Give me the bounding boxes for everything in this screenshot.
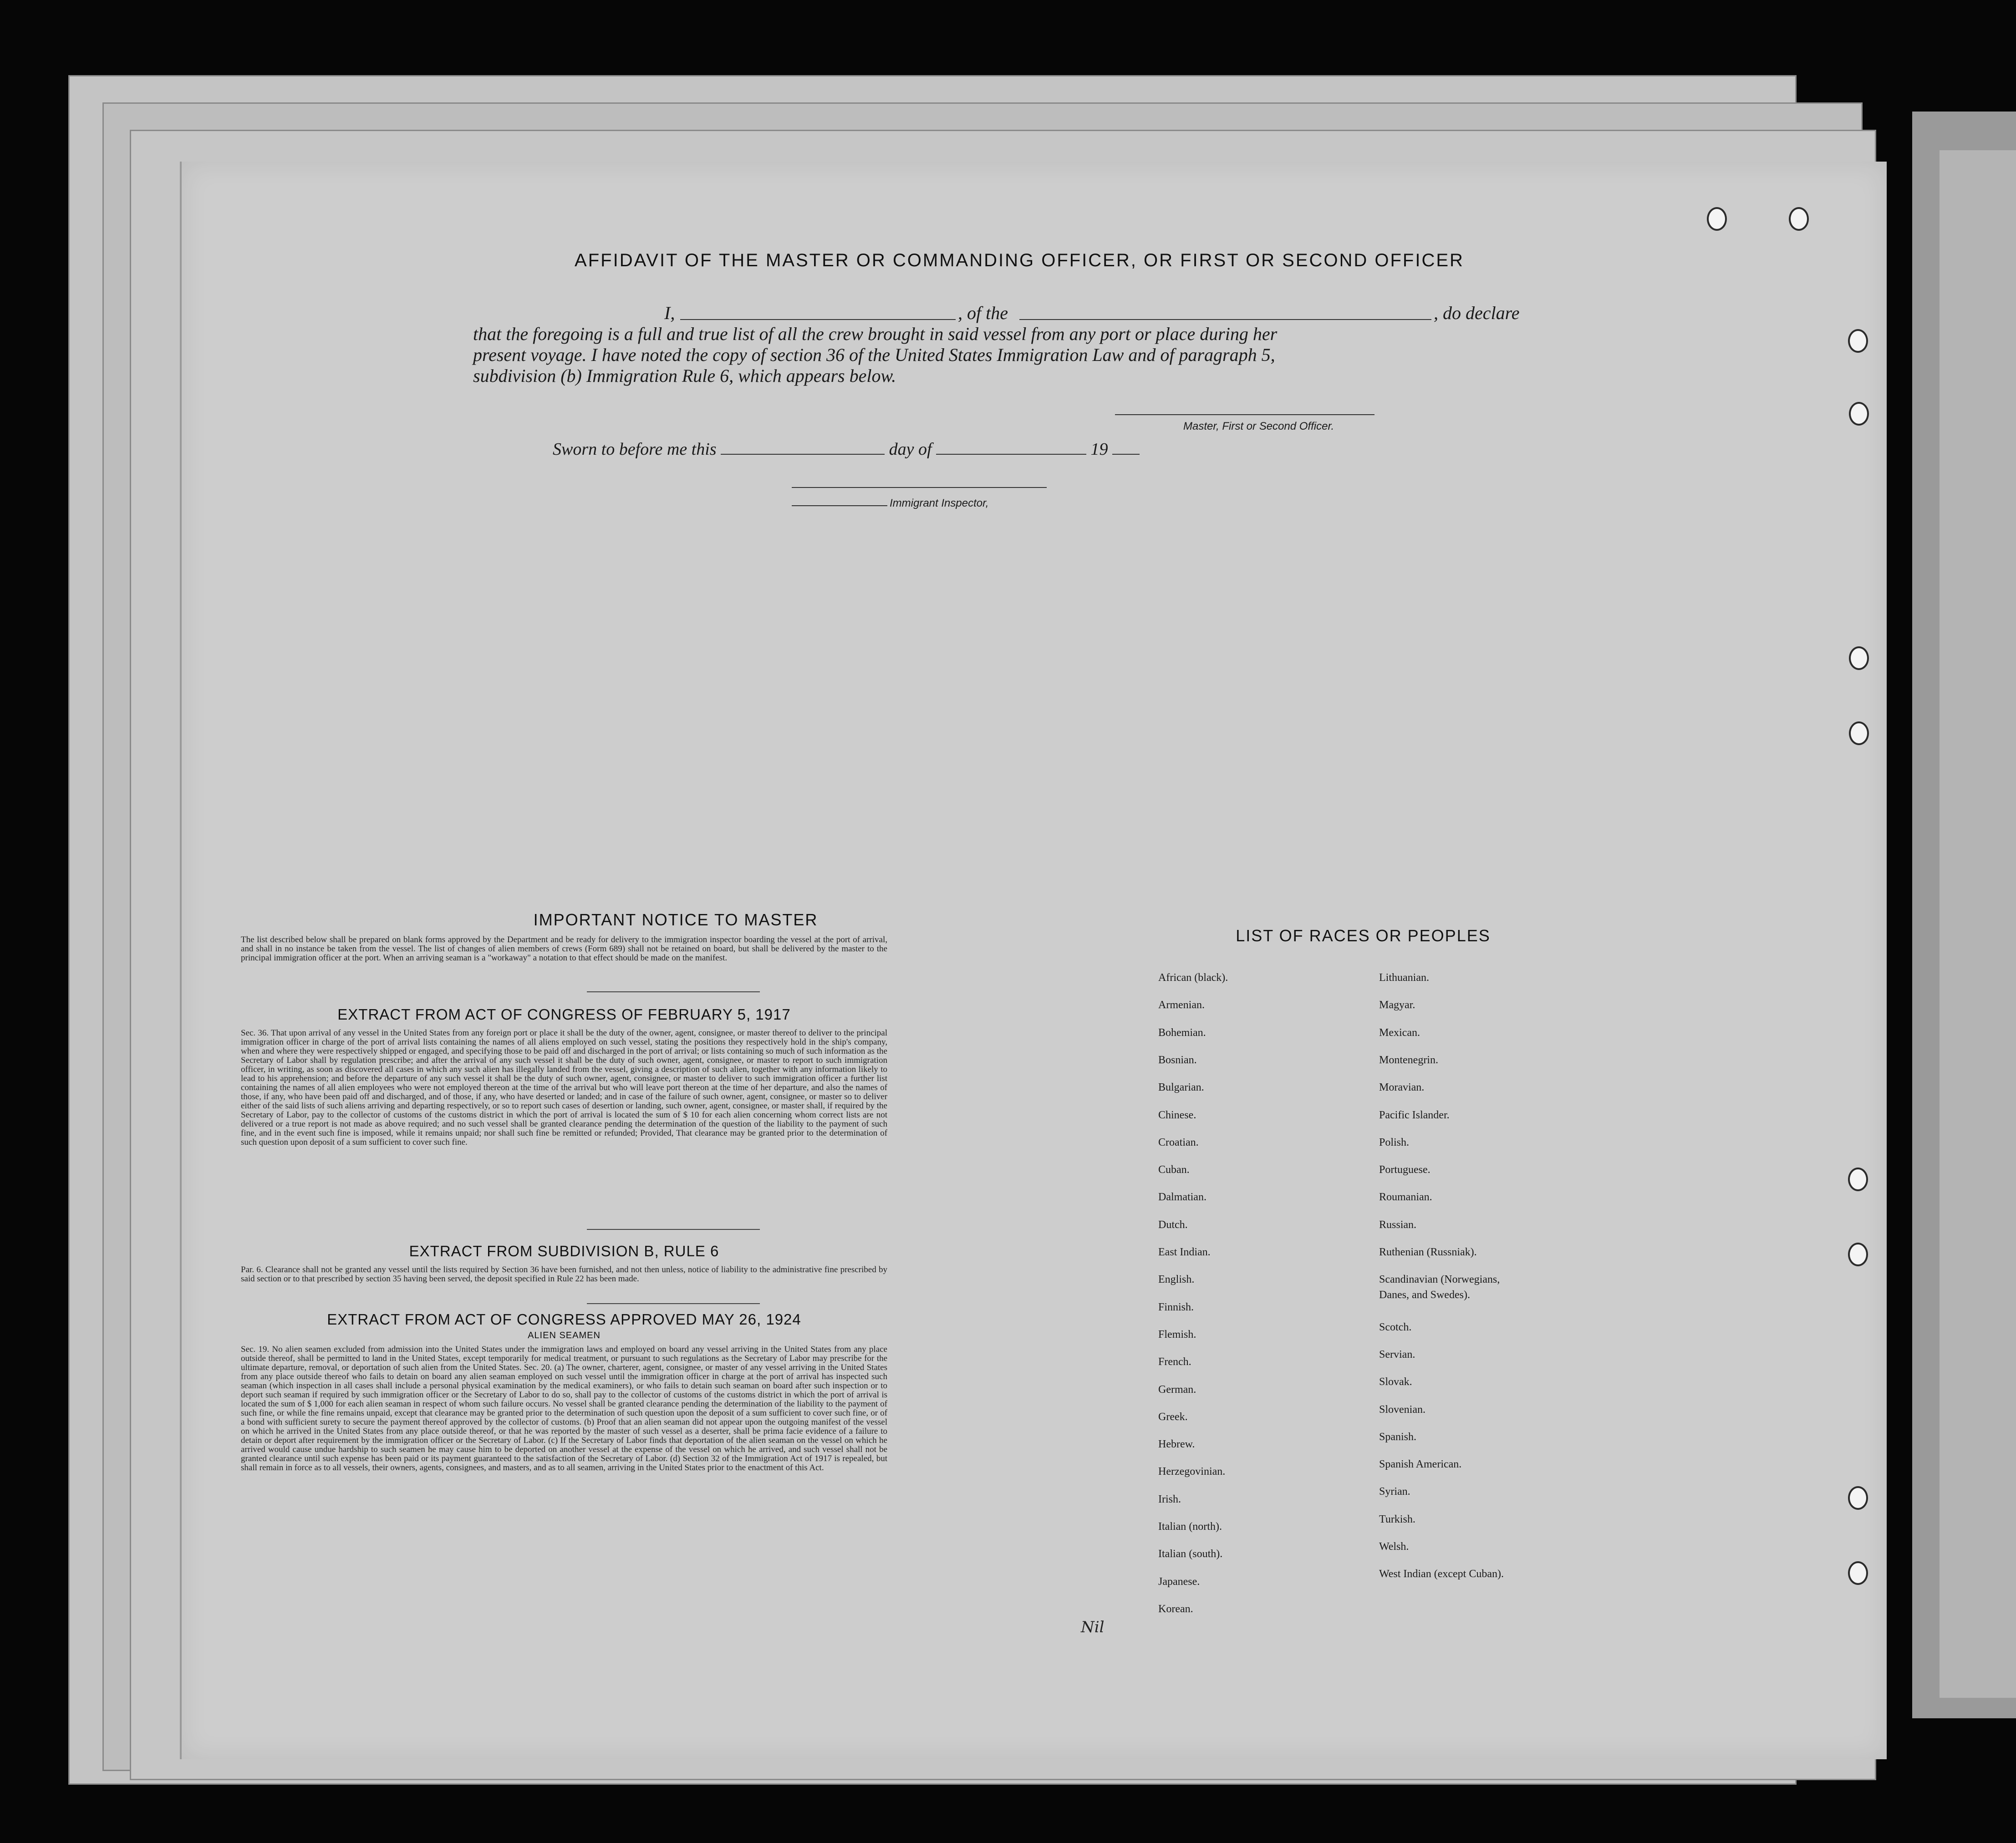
race-right-item: Polish.: [1379, 1136, 1410, 1148]
alien-seamen-subtitle: ALIEN SEAMEN: [528, 1330, 601, 1340]
race-right-item: Servian.: [1379, 1348, 1415, 1361]
master-signature-label: Master, First or Second Officer.: [1183, 420, 1334, 432]
race-left-item: Bosnian.: [1158, 1054, 1197, 1066]
races-title: LIST OF RACES OR PEOPLES: [1236, 926, 1491, 945]
extract-1917-title: EXTRACT FROM ACT OF CONGRESS OF FEBRUARY 5, 1917: [337, 1006, 791, 1023]
race-right-item: Welsh.: [1379, 1541, 1409, 1553]
race-right-item: Roumanian.: [1379, 1191, 1432, 1203]
binder-hole: [1848, 1486, 1868, 1510]
race-right-item: Slovenian.: [1379, 1403, 1425, 1416]
race-right-item: Russian.: [1379, 1219, 1417, 1231]
race-left-item: Irish.: [1158, 1493, 1181, 1505]
divider-1: [587, 991, 760, 992]
race-left-item: Flemish.: [1158, 1328, 1196, 1340]
race-left-item: Italian (south).: [1158, 1548, 1223, 1560]
affidavit-line-4: subdivision (b) Immigration Rule 6, which appears below.: [473, 366, 896, 386]
binder-hole: [1849, 721, 1869, 745]
race-left-item: Greek.: [1158, 1411, 1188, 1423]
sworn-prefix: Sworn to before me this: [553, 440, 717, 459]
extract-rule6-title: EXTRACT FROM SUBDIVISION B, RULE 6: [409, 1243, 719, 1259]
race-left-item: Croatian.: [1158, 1136, 1199, 1148]
race-right-item: Magyar.: [1379, 999, 1415, 1011]
affidavit-title: AFFIDAVIT OF THE MASTER OR COMMANDING OFFICER, OR FIRST OR SECOND OFFICER: [575, 250, 1464, 270]
notice-title: IMPORTANT NOTICE TO MASTER: [533, 910, 818, 929]
race-right-item: Pacific Islander.: [1379, 1109, 1450, 1121]
race-left-item: French.: [1158, 1356, 1191, 1368]
race-left-item: Hebrew.: [1158, 1438, 1195, 1451]
binder-hole: [1707, 207, 1727, 231]
affidavit-declare: , do declare: [1434, 303, 1520, 323]
race-right-item: Moravian.: [1379, 1081, 1425, 1094]
race-right-item: Lithuanian.: [1379, 972, 1429, 984]
race-right-item: Scotch.: [1379, 1321, 1412, 1333]
race-left-item: Korean.: [1158, 1603, 1193, 1615]
extract-1924-title: EXTRACT FROM ACT OF CONGRESS APPROVED MAY 26, 1924: [327, 1311, 801, 1328]
binder-hole: [1789, 207, 1809, 231]
manifest-page: [180, 162, 1887, 1759]
affidavit-line-1: [473, 303, 1693, 324]
race-left-item: Bohemian.: [1158, 1026, 1206, 1039]
binder-hole: [1848, 1168, 1868, 1191]
sworn-date-blank[interactable]: [721, 454, 885, 455]
race-right-item: Ruthenian (Russniak).: [1379, 1246, 1477, 1258]
vessel-blank[interactable]: [1019, 319, 1431, 320]
sworn-year-blank[interactable]: [1112, 454, 1140, 455]
race-left-item: Dutch.: [1158, 1219, 1188, 1231]
race-left-item: German.: [1158, 1383, 1196, 1396]
race-right-item: Syrian.: [1379, 1486, 1410, 1498]
race-left-item: Herzegovinian.: [1158, 1466, 1226, 1478]
binder-hole: [1849, 646, 1869, 670]
race-left-item: Armenian.: [1158, 999, 1205, 1011]
handwritten-note: Nil: [1081, 1618, 1105, 1636]
binder-hole: [1848, 329, 1868, 353]
adjacent-page-strip-inner: [1940, 150, 2016, 1698]
race-left-item: English.: [1158, 1274, 1195, 1286]
race-right-item: Portuguese.: [1379, 1164, 1431, 1176]
inspector-signature-line[interactable]: [792, 487, 1047, 488]
race-left-item: Dalmatian.: [1158, 1191, 1207, 1203]
notice-text: The list described below shall be prepared on blank forms approved by the Department and be ready for delivery to the immigration inspector boarding the vessel at the port of arrival, and shall in no instance be taken from the vessel. The list of changes of alien members of crews (Form 689) shall not be retained on board, but shall be delivered by the master to the principal immigration officer at the port. When an arriving seaman is a "workaway" a notation to that effect should be made on the manifest.: [241, 935, 887, 963]
name-blank[interactable]: [680, 319, 956, 320]
race-left-item: African (black).: [1158, 972, 1228, 984]
race-left-item: Finnish.: [1158, 1301, 1194, 1313]
extract-rule6-text: Par. 6. Clearance shall not be granted any vessel until the lists required by Section 36 have been furnished, and not then unless, notice of liability to the administrative fine prescribed by said section or to that prescribed by section 35 having been served, the deposit specified in Rule 22 has been made.: [241, 1265, 887, 1284]
sworn-month-blank[interactable]: [936, 454, 1086, 455]
race-left-item: East Indian.: [1158, 1246, 1211, 1258]
race-right-item: Scandinavian (Norwegians,: [1379, 1274, 1500, 1286]
divider-3: [587, 1303, 760, 1304]
extract-1924-text: Sec. 19. No alien seamen excluded from admission into the United States under the immigration laws and employed on board any vessel arriving in the United States from any place outside thereof, shall be permitted to land in the United States, except temporarily for medical treatment, or pursuant to such regulations as the Secretary of Labor may prescribe for the ultimate departure, removal, or deportation of such alien from the United States. Sec. 20. (a) The owner, charterer, agent, consignee, or master of any vessel arriving in the United States from any place outside thereof who fails to detain on board any alien seaman employed on such vessel until the immigration officer in charge at the port of arrival has inspected such seaman (which inspection in all cases shall include a personal physical examination by the medical examiners), or who fails to detain such seaman on board after such inspection or to deport such seaman if required by such immigration officer or the Secretary of Labor to do so, shall pay to the collector of customs of the customs district in which the port of arrival is located the sum of $ 1,000 for each alien seaman in respect of whom such failure occurs. No vessel shall be granted clearance pending the determination of the liability to the payment of such fine, or while the fine remains unpaid, except that clearance may be granted prior to the determination of such question upon the deposit of a sum sufficient to cover such fine, or of a bond with sufficient surety to secure the payment thereof approved by the collector of customs. (b) Proof that an alien seaman did not appear upon the outgoing manifest of the vessel on which he arrived in the United States from any place outside thereof, or that he was reported by the master of such vessel as a deserter, shall be prima facie evidence of a failure to detain or deport after requirement by the immigration officer or the Secretary of Labor. (c) If the Secretary of Labor finds that deportation of the alien seaman on the vessel on which he arrived would cause undue hardship to such seamen he may cause him to be deported on another vessel at the expense of the vessel on which he arrived, and such vessel shall not be granted clearance until such expense has been paid or its payment guaranteed to the satisfaction of the Secretary of Labor. (d) Section 32 of the Immigration Act of 1917 is repealed, but shall remain in force as to all vessels, their owners, agents, consignees, and masters, and as to all seamen, arriving in the United States prior to the enactment of this Act.: [241, 1345, 887, 1472]
extract-1917-text: Sec. 36. That upon arrival of any vessel in the United States from any foreign port or place it shall be the duty of the owner, agent, consignee, or master thereof to deliver to the principal immigration officer in charge of the port of arrival lists containing the names of all aliens employed on such vessel, stating the positions they respectively hold in the ship's company, when and where they were respectively shipped or engaged, and specifying those to be paid off and discharged in the port of arrival; or lists containing so much of such information as the Secretary of Labor shall by regulation prescribe; and after the arrival of any such vessel it shall be the duty of such owner, agent, consignee, or master to report to such immigration officer, in writing, as soon as discovered all cases in which any such alien has illegally landed from the vessel, giving a description of such alien, together with any information likely to lead to his apprehension; and before the departure of any such vessel it shall be the duty of such owner, agent, consignee, or master to deliver to such immigration officer a further list containing the names of all alien employees who were not employed thereon at the time of the arrival but who will leave port thereon at the time of her departure, and also the names of those, if any, who have been paid off and discharged, and of those, if any, who have deserted or landed; and in case of the failure of such owner, agent, consignee, or master so to deliver either of the said lists of such aliens arriving and departing respectively, or so to report such cases of desertion or landing, such owner, agent, consignee, or master shall, if required by the Secretary of Labor, pay to the collector of customs of the customs district in which the port of arrival is located the sum of $ 10 for each alien concerning whom correct lists are not delivered or a true report is not made as above required; and no such vessel shall be granted clearance pending the determination of the question of the liability to the payment of such fine, and in the event such fine is imposed, while it remains unpaid; nor shall such fine be remitted or refunded; Provided, That clearance may be granted prior to the determination of such question upon deposit of a sum sufficient to cover such fine.: [241, 1028, 887, 1147]
race-left-item: Chinese.: [1158, 1109, 1196, 1121]
race-left-item: Cuban.: [1158, 1164, 1190, 1176]
race-right-item: Spanish American.: [1379, 1458, 1462, 1471]
divider-2: [587, 1229, 760, 1230]
sworn-line: [553, 439, 1140, 459]
race-right-item: Danes, and Swedes).: [1379, 1289, 1470, 1301]
race-right-item: Slovak.: [1379, 1376, 1412, 1388]
race-left-item: Japanese.: [1158, 1575, 1200, 1588]
race-right-item: West Indian (except Cuban).: [1379, 1568, 1504, 1580]
inspector-prefix-line: [792, 505, 887, 506]
race-right-item: Montenegrin.: [1379, 1054, 1438, 1066]
affidavit-body: [473, 303, 1693, 386]
sworn-year: 19: [1090, 440, 1108, 459]
affidavit-line-2: that the foregoing is a full and true list of all the crew brought in said vessel from any port or place during her: [473, 324, 1278, 344]
race-left-item: Bulgarian.: [1158, 1081, 1204, 1094]
binder-hole: [1849, 402, 1869, 426]
binder-hole: [1848, 1243, 1868, 1266]
inspector-label: Immigrant Inspector,: [890, 497, 989, 509]
binder-hole: [1848, 1561, 1868, 1585]
affidavit-of: , of the: [958, 303, 1008, 323]
affidavit-line-3: present voyage. I have noted the copy of section 36 of the United States Immigration Law and of paragraph 5,: [473, 345, 1275, 365]
sworn-day-of: day of: [889, 440, 932, 459]
affidavit-i: I,: [664, 303, 675, 323]
race-right-item: Spanish.: [1379, 1431, 1417, 1443]
race-right-item: Mexican.: [1379, 1026, 1420, 1039]
race-right-item: Turkish.: [1379, 1513, 1415, 1525]
race-left-item: Italian (north).: [1158, 1521, 1222, 1533]
master-signature-line[interactable]: [1115, 414, 1375, 415]
